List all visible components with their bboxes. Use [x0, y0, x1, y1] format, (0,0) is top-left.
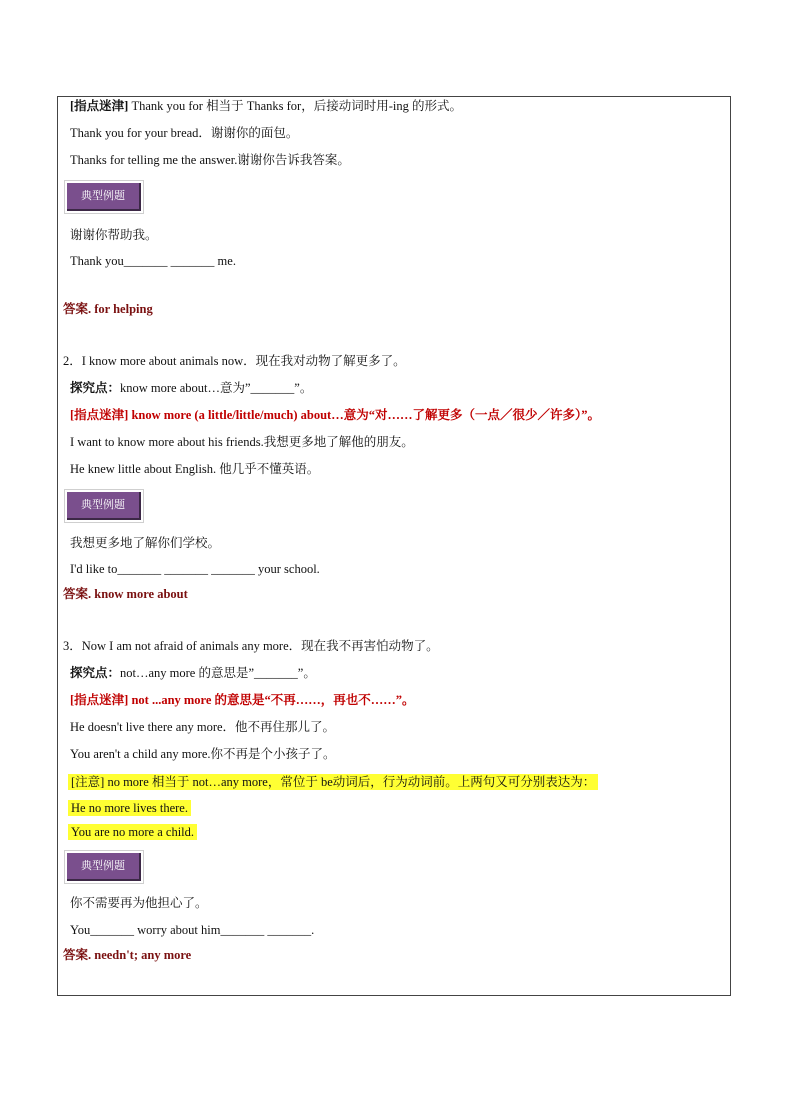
example-sentence: You aren't a child any more.你不再是个小孩子了。 [70, 747, 336, 761]
section-title: 2．I know more about animals now．现在我对动物了解更多了。 [63, 354, 406, 368]
tip-label: [指点迷津] [70, 99, 129, 113]
explore-line [70, 380, 312, 396]
tip-label: [指点迷津] [70, 693, 129, 707]
tip-line [70, 692, 415, 708]
example-button[interactable] [64, 850, 144, 884]
example-sentence: Thank you for your bread．谢谢你的面包。 [70, 126, 299, 140]
note-example: He no more lives there. [68, 800, 191, 816]
explore-text: know more about…意为”_______”。 [120, 381, 313, 395]
example-button-label: 典型例题 [67, 492, 141, 520]
explore-label: 探究点： [70, 381, 121, 395]
answer: 答案. know more about [63, 587, 188, 601]
tip-text: know more (a little/little/much) about…意为“对……了解更多（一点／很少／许多）”。 [128, 408, 600, 422]
question-chinese: 我想更多地了解你们学校。 [70, 536, 221, 550]
example-sentence: He knew little about English. 他几乎不懂英语。 [70, 462, 320, 476]
question-english: You_______ worry about him_______ _______. [70, 923, 315, 937]
question-chinese: 谢谢你帮助我。 [70, 228, 158, 242]
question-chinese: 你不需要再为他担心了。 [70, 896, 208, 910]
question-english: I'd like to_______ _______ _______ your school. [70, 562, 320, 576]
answer: 答案. needn't; any more [63, 948, 192, 962]
tip-line [70, 98, 462, 114]
note-example: You are no more a child. [68, 824, 197, 840]
tip-line [70, 407, 600, 423]
example-sentence: He doesn't live there any more．他不再住那儿了。 [70, 720, 336, 734]
explore-text: not…any more 的意思是”_______”。 [120, 666, 316, 680]
explore-label: 探究点： [70, 666, 121, 680]
example-sentence: Thanks for telling me the answer.谢谢你告诉我答案。 [70, 153, 350, 167]
example-button[interactable] [64, 180, 144, 214]
explore-line [70, 665, 316, 681]
section-title: 3．Now I am not afraid of animals any more．现在我不再害怕动物了。 [63, 639, 439, 653]
example-sentence: I want to know more about his friends.我想更多地了解他的朋友。 [70, 435, 414, 449]
tip-text: Thank you for 相当于 Thanks for，后接动词时用-ing 的形式。 [128, 99, 462, 113]
question-english: Thank you_______ _______ me. [70, 254, 236, 268]
example-button[interactable] [64, 489, 144, 523]
tip-text: not ...any more 的意思是“不再……，再也不……”。 [128, 693, 415, 707]
tip-label: [指点迷津] [70, 408, 129, 422]
example-button-label: 典型例题 [67, 853, 141, 881]
example-button-label: 典型例题 [67, 183, 141, 211]
answer: 答案. for helping [63, 302, 153, 316]
note-line: [注意] no more 相当于 not…any more，常位于 be动词后，行为动词前。上两句又可分别表达为： [68, 774, 598, 790]
